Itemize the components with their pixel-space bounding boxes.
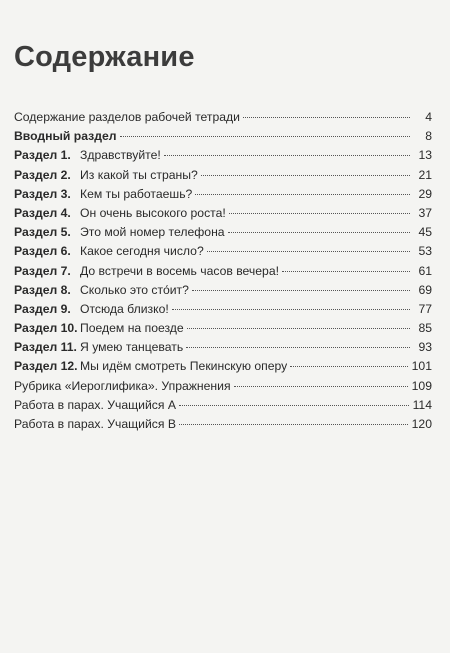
toc-page-number: 120 bbox=[411, 417, 432, 431]
toc-entry bbox=[14, 185, 432, 204]
toc-entry-title: Мы идём смотреть Пекинскую оперу bbox=[80, 359, 288, 374]
dot-leader bbox=[179, 405, 409, 406]
page-title: Содержание bbox=[14, 41, 195, 73]
toc-entry bbox=[14, 319, 432, 338]
toc-section-label: Раздел 4. bbox=[14, 205, 71, 220]
toc-entry-title: Я умею танцевать bbox=[80, 340, 184, 355]
dot-leader bbox=[228, 232, 410, 233]
dot-leader bbox=[243, 117, 410, 118]
toc-page-number: 4 bbox=[425, 110, 432, 124]
toc-entry-title: Сколько это сто́ит? bbox=[80, 282, 189, 297]
toc-entry bbox=[14, 262, 432, 281]
toc-page-number: 85 bbox=[418, 321, 432, 336]
toc-page-number: 101 bbox=[411, 359, 432, 374]
dot-leader bbox=[120, 136, 411, 137]
toc-entry-title: Работа в парах. Учащийся А bbox=[14, 397, 176, 412]
toc-page-number: 93 bbox=[418, 340, 432, 355]
toc-entry-title: Содержание разделов рабочей тетради bbox=[14, 110, 240, 124]
toc-page-number: 37 bbox=[418, 205, 432, 220]
toc-entry-title: Отсюда близко! bbox=[80, 301, 169, 316]
toc-entry bbox=[14, 127, 432, 146]
toc-entry bbox=[14, 223, 432, 242]
dot-leader bbox=[195, 194, 410, 195]
toc-page-number: 8 bbox=[425, 129, 432, 144]
toc-entry-title: Поедем на поезде bbox=[80, 321, 184, 336]
toc-page-number: 13 bbox=[418, 148, 432, 163]
toc-section-label: Раздел 3. bbox=[14, 186, 71, 201]
toc-entry bbox=[14, 204, 432, 223]
toc-entry bbox=[14, 338, 432, 357]
toc-entry-title: До встречи в восемь часов вечера! bbox=[80, 263, 280, 278]
toc-entry-title: Какое сегодня число? bbox=[80, 244, 204, 259]
toc-entry bbox=[14, 415, 432, 434]
toc-page-number: 29 bbox=[418, 186, 432, 201]
toc-entry-title: Он очень высокого роста! bbox=[80, 205, 226, 220]
toc-entry bbox=[14, 300, 432, 319]
toc-page-number: 69 bbox=[418, 282, 432, 297]
toc-entry bbox=[14, 146, 432, 165]
toc-section-label: Раздел 2. bbox=[14, 167, 71, 182]
toc-section-label: Раздел 9. bbox=[14, 301, 71, 316]
dot-leader bbox=[179, 424, 408, 425]
dot-leader bbox=[282, 271, 410, 272]
toc-entry-title: Кем ты работаешь? bbox=[80, 186, 193, 201]
toc-entry bbox=[14, 377, 432, 396]
toc-section-label: Раздел 10. bbox=[14, 321, 78, 336]
toc-page-number: 21 bbox=[418, 167, 432, 182]
toc-entry bbox=[14, 108, 432, 127]
dot-leader bbox=[234, 386, 408, 387]
dot-leader bbox=[164, 155, 410, 156]
toc-section-label: Раздел 11. bbox=[14, 340, 77, 355]
dot-leader bbox=[201, 175, 410, 176]
toc-page-number: 77 bbox=[418, 301, 432, 316]
toc-page-number: 53 bbox=[418, 244, 432, 259]
toc-entry bbox=[14, 357, 432, 376]
dot-leader bbox=[290, 366, 407, 367]
toc-section-label: Раздел 12. bbox=[14, 359, 78, 374]
toc-entry-title: Вводный раздел bbox=[14, 129, 117, 144]
toc-entry-title: Из какой ты страны? bbox=[80, 167, 198, 182]
dot-leader bbox=[172, 309, 410, 310]
toc-entry-title: Здравствуйте! bbox=[80, 148, 161, 163]
toc-section-label: Раздел 7. bbox=[14, 263, 71, 278]
toc-entry bbox=[14, 242, 432, 261]
dot-leader bbox=[187, 328, 410, 329]
toc-page-number: 61 bbox=[418, 263, 432, 278]
toc-page-number: 45 bbox=[418, 225, 432, 240]
toc-section-label: Раздел 1. bbox=[14, 148, 71, 163]
toc-section-label: Раздел 8. bbox=[14, 282, 71, 297]
dot-leader bbox=[229, 213, 410, 214]
toc-entry bbox=[14, 166, 432, 185]
toc-entry-title: Рубрика «Иероглифика». Упражнения bbox=[14, 378, 231, 393]
table-of-contents bbox=[14, 108, 432, 434]
dot-leader bbox=[192, 290, 410, 291]
dot-leader bbox=[186, 347, 410, 348]
toc-entry bbox=[14, 281, 432, 300]
toc-section-label: Раздел 5. bbox=[14, 225, 71, 240]
toc-page-number: 114 bbox=[412, 397, 432, 412]
toc-entry-title: Работа в парах. Учащийся В bbox=[14, 417, 176, 431]
dot-leader bbox=[207, 251, 410, 252]
toc-page-number: 109 bbox=[411, 378, 432, 393]
toc-entry-title: Это мой номер телефона bbox=[80, 225, 225, 240]
toc-section-label: Раздел 6. bbox=[14, 244, 71, 259]
toc-entry bbox=[14, 396, 432, 415]
